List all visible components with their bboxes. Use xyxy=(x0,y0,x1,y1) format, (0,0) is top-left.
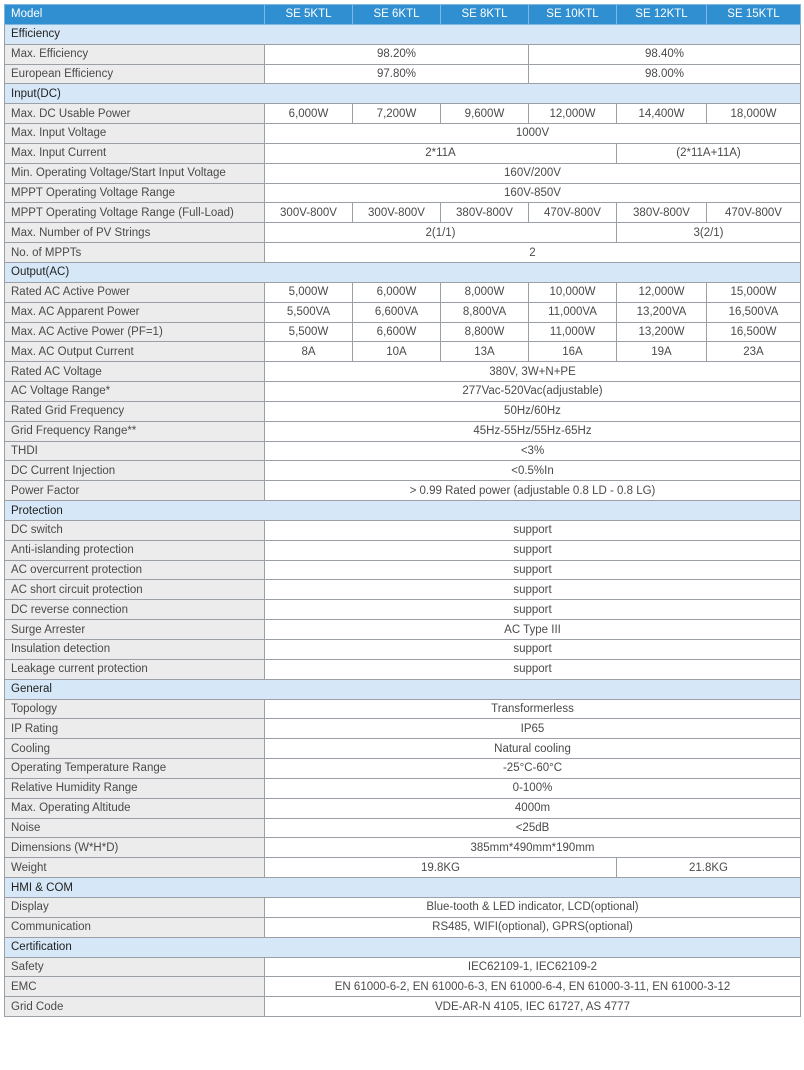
row-value: 380V, 3W+N+PE xyxy=(265,362,801,382)
row-value: 23A xyxy=(707,342,801,362)
row-label: Operating Temperature Range xyxy=(5,759,265,779)
table-row xyxy=(5,620,801,640)
table-row xyxy=(5,917,801,937)
table-row xyxy=(5,580,801,600)
row-value: 18,000W xyxy=(707,104,801,124)
row-value: 300V-800V xyxy=(265,203,353,223)
table-row xyxy=(5,897,801,917)
row-label: Grid Code xyxy=(5,997,265,1017)
row-label: MPPT Operating Voltage Range (Full-Load) xyxy=(5,203,265,223)
table-row xyxy=(5,441,801,461)
table-row xyxy=(5,183,801,203)
table-row xyxy=(5,143,801,163)
row-value: 16,500VA xyxy=(707,302,801,322)
row-value: RS485, WIFI(optional), GPRS(optional) xyxy=(265,917,801,937)
row-value: 6,000W xyxy=(265,104,353,124)
row-value: Natural cooling xyxy=(265,739,801,759)
row-value: 14,400W xyxy=(617,104,707,124)
row-value: 12,000W xyxy=(529,104,617,124)
section-title: Output(AC) xyxy=(5,262,801,282)
row-value: 15,000W xyxy=(707,282,801,302)
table-row xyxy=(5,640,801,660)
section-row xyxy=(5,937,801,957)
row-label: Cooling xyxy=(5,739,265,759)
row-label: Topology xyxy=(5,699,265,719)
table-row xyxy=(5,778,801,798)
row-label: AC overcurrent protection xyxy=(5,560,265,580)
table-row xyxy=(5,243,801,263)
table-row xyxy=(5,44,801,64)
row-value: 160V-850V xyxy=(265,183,801,203)
row-value: > 0.99 Rated power (adjustable 0.8 LD - 0.8 LG) xyxy=(265,481,801,501)
row-label: Dimensions (W*H*D) xyxy=(5,838,265,858)
model-header-cell: SE 6KTL xyxy=(353,5,441,25)
table-row xyxy=(5,818,801,838)
row-value: support xyxy=(265,540,801,560)
row-value: 97.80% xyxy=(265,64,529,84)
section-title: Certification xyxy=(5,937,801,957)
row-label: IP Rating xyxy=(5,719,265,739)
section-title: General xyxy=(5,679,801,699)
table-row xyxy=(5,401,801,421)
table-row xyxy=(5,699,801,719)
model-header-cell: SE 5KTL xyxy=(265,5,353,25)
table-header xyxy=(5,5,801,25)
row-label: DC reverse connection xyxy=(5,600,265,620)
row-value: 277Vac-520Vac(adjustable) xyxy=(265,382,801,402)
row-label: Max. AC Output Current xyxy=(5,342,265,362)
table-row xyxy=(5,104,801,124)
table-row xyxy=(5,282,801,302)
row-value: 3(2/1) xyxy=(617,223,801,243)
section-row xyxy=(5,262,801,282)
row-label: Max. Input Voltage xyxy=(5,124,265,144)
row-value: 2*11A xyxy=(265,143,617,163)
row-value: VDE-AR-N 4105, IEC 61727, AS 4777 xyxy=(265,997,801,1017)
section-row xyxy=(5,679,801,699)
row-value: 5,000W xyxy=(265,282,353,302)
row-label: MPPT Operating Voltage Range xyxy=(5,183,265,203)
row-value: 98.20% xyxy=(265,44,529,64)
row-value: 8,000W xyxy=(441,282,529,302)
row-value: IP65 xyxy=(265,719,801,739)
row-value: 21.8KG xyxy=(617,858,801,878)
row-value: support xyxy=(265,659,801,679)
row-label: No. of MPPTs xyxy=(5,243,265,263)
row-value: 5,500W xyxy=(265,322,353,342)
table-row xyxy=(5,223,801,243)
table-row xyxy=(5,858,801,878)
row-label: DC switch xyxy=(5,520,265,540)
row-value: 13,200W xyxy=(617,322,707,342)
row-value: 19.8KG xyxy=(265,858,617,878)
row-value: 8,800W xyxy=(441,322,529,342)
section-title: Protection xyxy=(5,501,801,521)
row-label: Insulation detection xyxy=(5,640,265,660)
row-label: Max. AC Apparent Power xyxy=(5,302,265,322)
row-value: <3% xyxy=(265,441,801,461)
table-row xyxy=(5,64,801,84)
section-title: HMI & COM xyxy=(5,878,801,898)
row-label: Rated AC Active Power xyxy=(5,282,265,302)
row-label: Display xyxy=(5,897,265,917)
table-row xyxy=(5,977,801,997)
row-value: 4000m xyxy=(265,798,801,818)
row-value: 380V-800V xyxy=(441,203,529,223)
section-row xyxy=(5,24,801,44)
section-row xyxy=(5,84,801,104)
header-row xyxy=(5,5,801,25)
section-title: Efficiency xyxy=(5,24,801,44)
row-label: DC Current Injection xyxy=(5,461,265,481)
row-value: 50Hz/60Hz xyxy=(265,401,801,421)
table-row xyxy=(5,838,801,858)
row-value: 98.00% xyxy=(529,64,801,84)
table-row xyxy=(5,421,801,441)
table-row xyxy=(5,302,801,322)
row-value: 13,200VA xyxy=(617,302,707,322)
row-value: 2(1/1) xyxy=(265,223,617,243)
row-label: Power Factor xyxy=(5,481,265,501)
row-label: Max. Input Current xyxy=(5,143,265,163)
section-row xyxy=(5,878,801,898)
row-value: support xyxy=(265,580,801,600)
row-value: 13A xyxy=(441,342,529,362)
table-row xyxy=(5,362,801,382)
row-value: 16A xyxy=(529,342,617,362)
row-label: Safety xyxy=(5,957,265,977)
row-label: AC short circuit protection xyxy=(5,580,265,600)
row-value: 6,600W xyxy=(353,322,441,342)
row-label: Max. DC Usable Power xyxy=(5,104,265,124)
row-label: Surge Arrester xyxy=(5,620,265,640)
row-value: 45Hz-55Hz/55Hz-65Hz xyxy=(265,421,801,441)
table-row xyxy=(5,759,801,779)
row-value: <0.5%In xyxy=(265,461,801,481)
row-value: support xyxy=(265,640,801,660)
row-value: 385mm*490mm*190mm xyxy=(265,838,801,858)
table-row xyxy=(5,203,801,223)
row-label: THDI xyxy=(5,441,265,461)
row-value: Blue-tooth & LED indicator, LCD(optional) xyxy=(265,897,801,917)
table-row xyxy=(5,163,801,183)
row-value: 8,800VA xyxy=(441,302,529,322)
table-row xyxy=(5,540,801,560)
row-value: support xyxy=(265,520,801,540)
row-value: Transformerless xyxy=(265,699,801,719)
row-label: Max. Number of PV Strings xyxy=(5,223,265,243)
section-row xyxy=(5,501,801,521)
row-value: 380V-800V xyxy=(617,203,707,223)
spec-table xyxy=(4,4,801,1017)
row-value: 11,000VA xyxy=(529,302,617,322)
row-label: Max. Efficiency xyxy=(5,44,265,64)
row-label: Weight xyxy=(5,858,265,878)
row-label: Noise xyxy=(5,818,265,838)
row-value: support xyxy=(265,560,801,580)
row-value: IEC62109-1, IEC62109-2 xyxy=(265,957,801,977)
row-value: 470V-800V xyxy=(529,203,617,223)
table-row xyxy=(5,461,801,481)
row-value: (2*11A+11A) xyxy=(617,143,801,163)
row-value: 6,600VA xyxy=(353,302,441,322)
row-value: 7,200W xyxy=(353,104,441,124)
row-value: 2 xyxy=(265,243,801,263)
row-value: 1000V xyxy=(265,124,801,144)
row-value: 300V-800V xyxy=(353,203,441,223)
row-value: 0-100% xyxy=(265,778,801,798)
model-header-label: Model xyxy=(5,5,265,25)
row-label: Relative Humidity Range xyxy=(5,778,265,798)
row-value: 6,000W xyxy=(353,282,441,302)
table-row xyxy=(5,520,801,540)
table-row xyxy=(5,382,801,402)
section-title: Input(DC) xyxy=(5,84,801,104)
table-row xyxy=(5,124,801,144)
row-label: Anti-islanding protection xyxy=(5,540,265,560)
table-row xyxy=(5,997,801,1017)
row-value: support xyxy=(265,600,801,620)
table-row xyxy=(5,600,801,620)
row-value: <25dB xyxy=(265,818,801,838)
table-row xyxy=(5,659,801,679)
row-value: 11,000W xyxy=(529,322,617,342)
row-label: AC Voltage Range* xyxy=(5,382,265,402)
table-row xyxy=(5,957,801,977)
model-header-cell: SE 10KTL xyxy=(529,5,617,25)
row-value: 19A xyxy=(617,342,707,362)
row-label: Max. Operating Altitude xyxy=(5,798,265,818)
row-value: 8A xyxy=(265,342,353,362)
row-value: 98.40% xyxy=(529,44,801,64)
row-value: -25°C-60°C xyxy=(265,759,801,779)
row-value: 470V-800V xyxy=(707,203,801,223)
row-label: Grid Frequency Range** xyxy=(5,421,265,441)
table-row xyxy=(5,481,801,501)
row-label: Rated Grid Frequency xyxy=(5,401,265,421)
row-value: 16,500W xyxy=(707,322,801,342)
row-label: EMC xyxy=(5,977,265,997)
table-row xyxy=(5,342,801,362)
row-value: 10A xyxy=(353,342,441,362)
row-label: Communication xyxy=(5,917,265,937)
model-header-cell: SE 12KTL xyxy=(617,5,707,25)
row-value: AC Type III xyxy=(265,620,801,640)
row-label: Leakage current protection xyxy=(5,659,265,679)
row-label: Max. AC Active Power (PF=1) xyxy=(5,322,265,342)
table-body xyxy=(5,24,801,1016)
row-label: Min. Operating Voltage/Start Input Voltage xyxy=(5,163,265,183)
row-label: European Efficiency xyxy=(5,64,265,84)
table-row xyxy=(5,560,801,580)
table-row xyxy=(5,739,801,759)
table-row xyxy=(5,798,801,818)
row-value: 10,000W xyxy=(529,282,617,302)
row-value: 9,600W xyxy=(441,104,529,124)
row-label: Rated AC Voltage xyxy=(5,362,265,382)
table-row xyxy=(5,719,801,739)
table-row xyxy=(5,322,801,342)
row-value: EN 61000-6-2, EN 61000-6-3, EN 61000-6-4, EN 61000-3-11, EN 61000-3-12 xyxy=(265,977,801,997)
row-value: 160V/200V xyxy=(265,163,801,183)
row-value: 12,000W xyxy=(617,282,707,302)
model-header-cell: SE 8KTL xyxy=(441,5,529,25)
model-header-cell: SE 15KTL xyxy=(707,5,801,25)
row-value: 5,500VA xyxy=(265,302,353,322)
